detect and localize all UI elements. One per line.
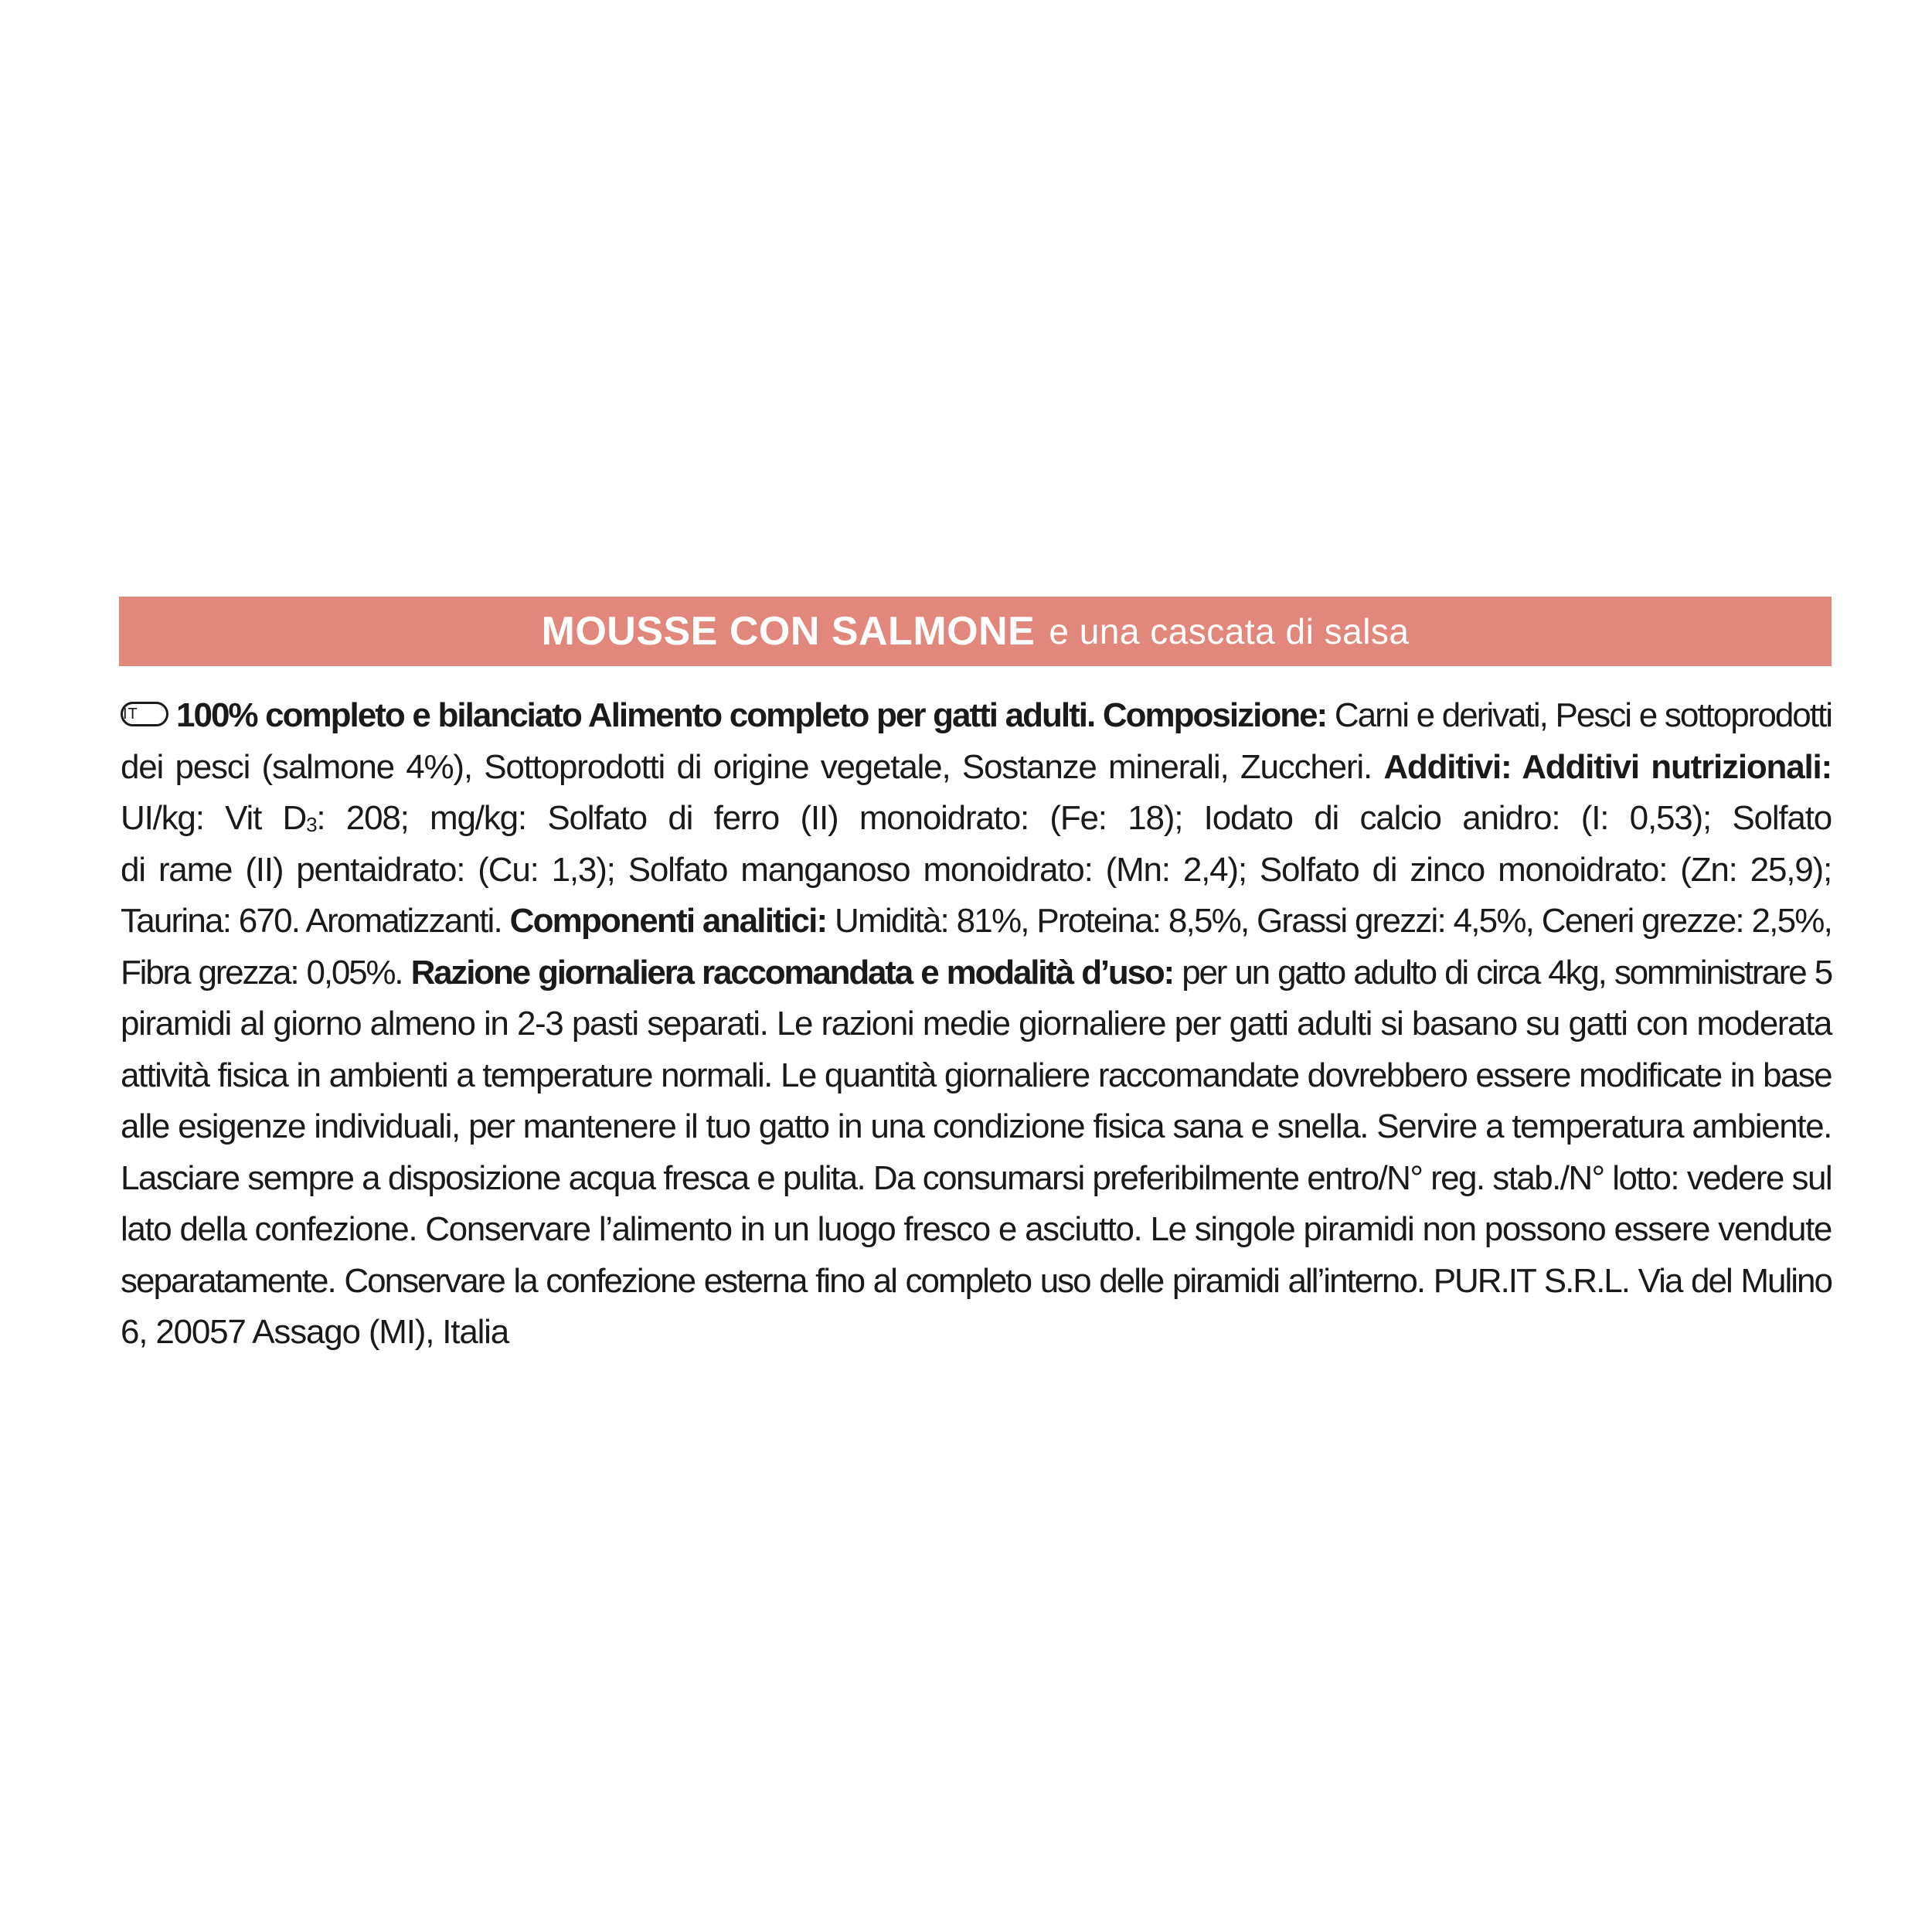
text-line [121,845,1832,896]
text-line [121,947,1832,999]
text-line [121,793,1832,845]
composition-heading: Composizione: [1102,696,1327,734]
text-line: alle esigenze individuali, per mantenere il tuo gatto in una condizione fisica sana e snella. Servire a temperatura ambiente. [121,1107,1832,1145]
text-line: attività fisica in ambienti a temperature normali. Le quantità giornaliere raccomandate dovrebbero essere modificate in base [121,1056,1832,1094]
subscript: 3 [306,813,317,836]
additives-text: di rame (II) pentaidrato: (Cu: 1,3); Solfato manganoso monoidrato: (Mn: 2,4); Solfato di zinco monoidrato: (Zn: 25,9); [121,850,1832,889]
text-line: piramidi al giorno almeno in 2-3 pasti separati. Le razioni medie giornaliere per gatti adulti si basano su gatti con moderata [121,1005,1832,1043]
intro-text: 100% completo e bilanciato Alimento completo per gatti adulti. [176,696,1095,734]
additives-text: Taurina: 670. Aromatizzanti. [121,902,502,940]
text-line: 6, 20057 Assago (MI), Italia [121,1313,509,1351]
language-badge-icon: IT [121,702,168,726]
ration-text: per un gatto adulto di circa 4kg, somministrare 5 [1172,953,1832,992]
product-title: MOUSSE CON SALMONE [541,609,1036,654]
additives-heading: Additivi: Additivi nutrizionali: [1383,747,1832,786]
text-line: separatamente. Conservare la confezione esterna fino al completo uso delle piramidi all’interno. PUR.IT S.R.L. Via del Mulino [121,1261,1832,1300]
analytic-heading: Componenti analitici: [509,902,827,940]
composition-text: dei pesci (salmone 4%), Sottoprodotti di origine vegetale, Sostanze minerali, Zuccheri. [121,747,1372,786]
product-title-banner [119,597,1832,666]
analytic-text: Umidità: 81%, Proteina: 8,5%, Grassi grezzi: 4,5%, Ceneri grezze: 2,5%, [826,902,1832,940]
additives-text: : 208; mg/kg: Solfato di ferro (II) monoidrato: (Fe: 18); Iodato di calcio anidro: (I: 0,53); Solfato [316,799,1832,837]
product-subtitle: e una cascata di salsa [1049,611,1410,651]
text-line: Lasciare sempre a disposizione acqua fresca e pulita. Da consumarsi preferibilmente entro/N° reg. stab./N° lotto: vedere sul [121,1158,1832,1197]
analytic-text: Fibra grezza: 0,05%. [121,953,403,992]
ration-heading: Razione giornaliera raccomandata e modalità d’uso: [410,953,1173,992]
text-line [121,742,1832,794]
text-line [121,690,1832,742]
additives-text: UI/kg: Vit D [121,799,307,837]
text-line [121,896,1832,947]
label-text-block [121,690,1832,1359]
text-line: lato della confezione. Conservare l’alimento in un luogo fresco e asciutto. Le singole piramidi non possono essere vendute [121,1210,1832,1248]
composition-text: Carni e derivati, Pesci e sottoprodotti [1326,696,1832,734]
